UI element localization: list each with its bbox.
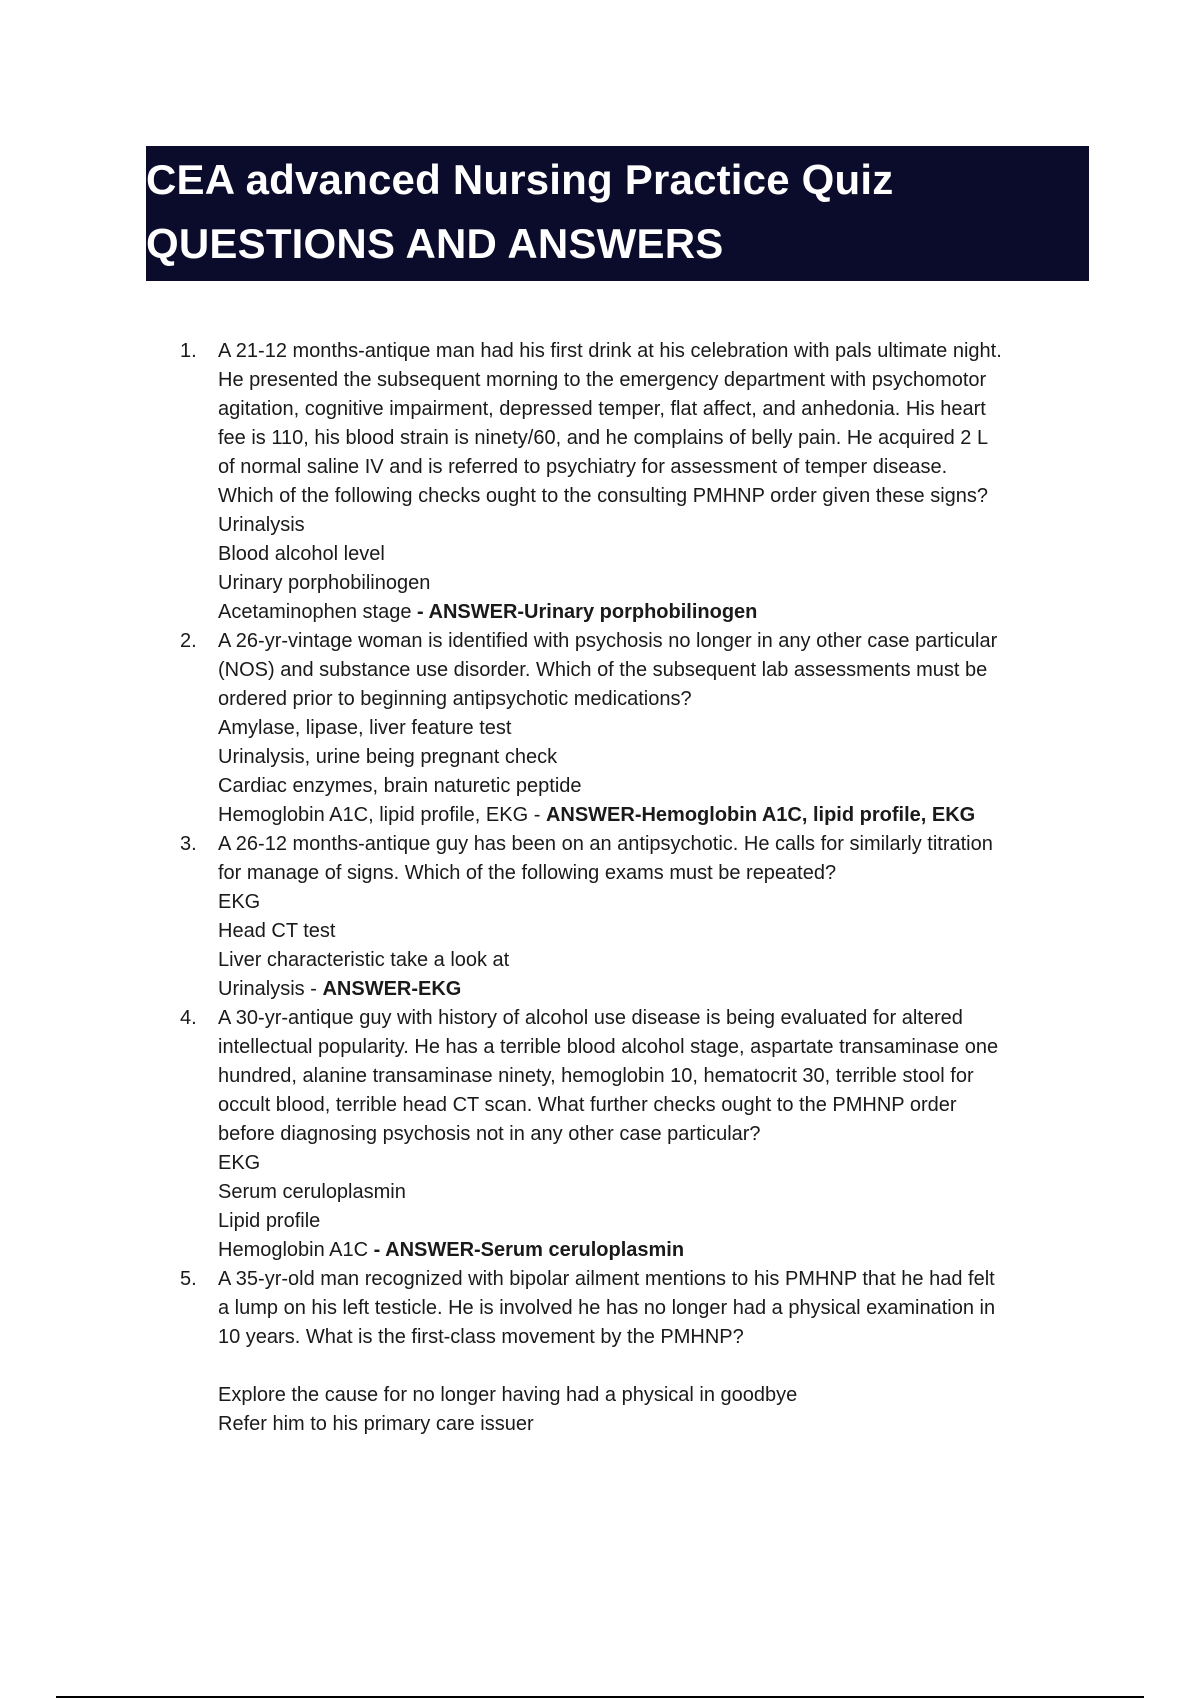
answer-option-with-answer	[218, 975, 1098, 1004]
question-text-line: before diagnosing psychosis not in any other case particular?	[218, 1123, 761, 1145]
question-text-line: fee is 110, his blood strain is ninety/60, and he complains of belly pain. He acquired 2 L	[218, 427, 989, 449]
question-text-line: A 21-12 months-antique man had his first drink at his celebration with pals ultimate night.	[218, 340, 1002, 362]
answer-option: Liver characteristic take a look at	[218, 949, 510, 971]
correct-answer: ANSWER-Hemoglobin A1C, lipid profile, EKG	[545, 804, 976, 826]
question-body	[218, 627, 1098, 830]
question-body	[218, 830, 1098, 1004]
question-item	[0, 1004, 1200, 1265]
answer-option: Urinalysis, urine being pregnant check	[218, 746, 558, 768]
question-item	[0, 1265, 1200, 1439]
question-body	[218, 337, 1098, 627]
correct-answer: - ANSWER-Urinary porphobilinogen	[417, 601, 758, 623]
question-text-line: for manage of signs. Which of the following exams must be repeated?	[218, 862, 837, 884]
answer-option: Cardiac enzymes, brain naturetic peptide	[218, 775, 582, 797]
answer-option-with-answer	[218, 598, 1098, 627]
question-list	[0, 337, 1200, 1439]
answer-option: EKG	[218, 891, 261, 913]
answer-option-text: Acetaminophen stage	[218, 601, 412, 623]
question-text-line: intellectual popularity. He has a terrible blood alcohol stage, aspartate transaminase one	[218, 1036, 999, 1058]
question-body	[218, 1265, 1098, 1439]
document-title-line-2: QUESTIONS AND ANSWERS	[146, 220, 724, 267]
question-text-line: occult blood, terrible head CT scan. What further checks ought to the PMHNP order	[218, 1094, 957, 1116]
answer-option-with-answer	[218, 801, 1098, 830]
question-text-line: He presented the subsequent morning to the emergency department with psychomotor	[218, 369, 987, 391]
answer-option-text: Hemoglobin A1C, lipid profile, EKG -	[218, 804, 541, 826]
question-text-line: ordered prior to beginning antipsychotic medications?	[218, 688, 692, 710]
question-text-line: A 35-yr-old man recognized with bipolar ailment mentions to his PMHNP that he had felt	[218, 1268, 995, 1290]
question-text-line: (NOS) and substance use disorder. Which of the subsequent lab assessments must be	[218, 659, 988, 681]
answer-option: Head CT test	[218, 920, 336, 942]
answer-option: Blood alcohol level	[218, 543, 385, 565]
document-title-line-1: CEA advanced Nursing Practice Quiz	[146, 156, 894, 203]
question-text-line: A 26-yr-vintage woman is identified with psychosis no longer in any other case particular	[218, 630, 998, 652]
answer-option: Urinalysis	[218, 514, 305, 536]
answer-option-text: Urinalysis -	[218, 978, 317, 1000]
question-item	[0, 627, 1200, 830]
answer-option: Serum ceruloplasmin	[218, 1181, 406, 1203]
page-bottom-rule	[56, 1696, 1144, 1698]
blank-line	[218, 1352, 1098, 1381]
question-text-line: 10 years. What is the first-class movement by the PMHNP?	[218, 1326, 744, 1348]
correct-answer: - ANSWER-Serum ceruloplasmin	[373, 1239, 685, 1261]
question-body	[218, 1004, 1098, 1265]
question-text-line: Which of the following checks ought to the consulting PMHNP order given these signs?	[218, 485, 989, 507]
question-number: 1.	[180, 340, 197, 362]
question-item	[0, 337, 1200, 627]
question-text-line: hundred, alanine transaminase ninety, hemoglobin 10, hematocrit 30, terrible stool for	[218, 1065, 974, 1087]
question-number: 2.	[180, 630, 197, 652]
answer-option-with-answer	[218, 1236, 1098, 1265]
answer-option: Refer him to his primary care issuer	[218, 1413, 534, 1435]
answer-option: Urinary porphobilinogen	[218, 572, 431, 594]
question-text-line: A 30-yr-antique guy with history of alcohol use disease is being evaluated for altered	[218, 1007, 963, 1029]
answer-option: Lipid profile	[218, 1210, 321, 1232]
question-text-line: agitation, cognitive impairment, depressed temper, flat affect, and anhedonia. His heart	[218, 398, 986, 420]
question-number: 4.	[180, 1007, 197, 1029]
answer-option: Explore the cause for no longer having had a physical in goodbye	[218, 1384, 798, 1406]
answer-option-text: Hemoglobin A1C	[218, 1239, 369, 1261]
correct-answer: ANSWER-EKG	[322, 978, 462, 1000]
question-text-line: of normal saline IV and is referred to psychiatry for assessment of temper disease.	[218, 456, 948, 478]
question-number: 3.	[180, 833, 197, 855]
answer-option: Amylase, lipase, liver feature test	[218, 717, 512, 739]
question-text-line: A 26-12 months-antique guy has been on an antipsychotic. He calls for similarly titration	[218, 833, 993, 855]
question-item	[0, 830, 1200, 1004]
question-text-line: a lump on his left testicle. He is involved he has no longer had a physical examination in	[218, 1297, 996, 1319]
answer-option: EKG	[218, 1152, 261, 1174]
question-number: 5.	[180, 1268, 197, 1290]
title-banner	[146, 146, 1089, 281]
